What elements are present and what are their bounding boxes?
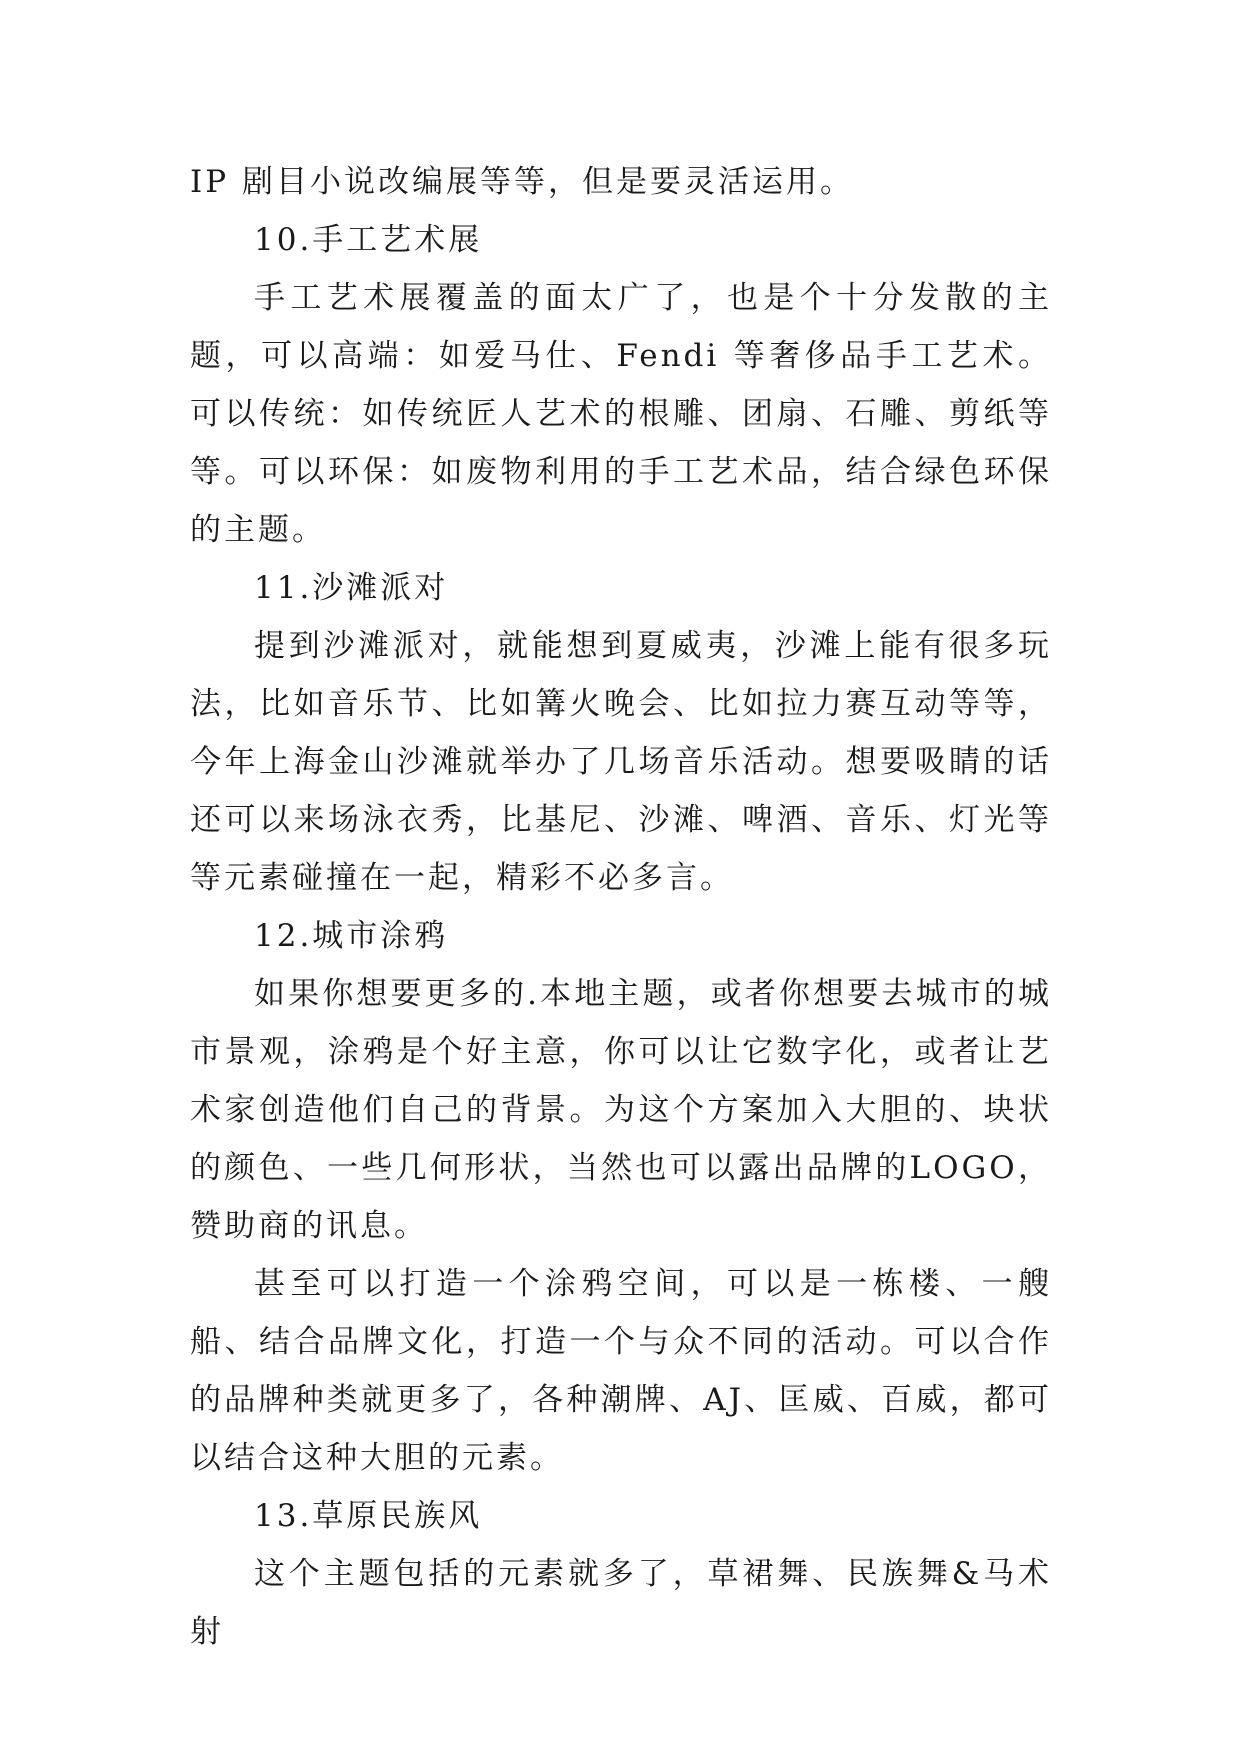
paragraph-handicraft-exhibition: 手工艺术展覆盖的面太广了，也是个十分发散的主题，可以高端：如爱马仕、Fendi 等奢侈品手工艺术。可以传统：如传统匠人艺术的根雕、团扇、石雕、剪纸等等。可以环保：如废物利用的手工艺术品，结合绿色环保的主题。 [190, 280, 1052, 548]
section-heading-10: 10.手工艺术展 [254, 222, 483, 258]
paragraph-graffiti-space: 甚至可以打造一个涂鸦空间，可以是一栋楼、一艘船、结合品牌文化，打造一个与众不同的活动。可以合作的品牌种类就更多了，各种潮牌、AJ、匡威、百威，都可以结合这种大胆的元素。 [190, 1266, 1052, 1476]
document-body [190, 153, 1052, 1661]
paragraph-city-graffiti: 如果你想要更多的.本地主题，或者你想要去城市的城市景观，涂鸦是个好主意，你可以让它数字化，或者让艺术家创造他们自己的背景。为这个方案加入大胆的、块状的颜色、一些几何形状，当然也可以露出品牌的LOGO，赞助商的讯息。 [190, 976, 1052, 1244]
section-heading-11: 11.沙滩派对 [254, 570, 449, 606]
paragraph-grassland-style: 这个主题包括的元素就多了，草裙舞、民族舞&马术射 [190, 1556, 1052, 1650]
paragraph-beach-party: 提到沙滩派对，就能想到夏威夷，沙滩上能有很多玩法，比如音乐节、比如篝火晚会、比如拉力赛互动等等，今年上海金山沙滩就举办了几场音乐活动。想要吸睛的话还可以来场泳衣秀，比基尼、沙滩、啤酒、音乐、灯光等等元素碰撞在一起，精彩不必多言。 [190, 628, 1052, 896]
section-heading-12: 12.城市涂鸦 [254, 918, 449, 954]
section-heading-13: 13.草原民族风 [254, 1498, 483, 1534]
paragraph-continued: IP 剧目小说改编展等等，但是要灵活运用。 [190, 164, 854, 200]
